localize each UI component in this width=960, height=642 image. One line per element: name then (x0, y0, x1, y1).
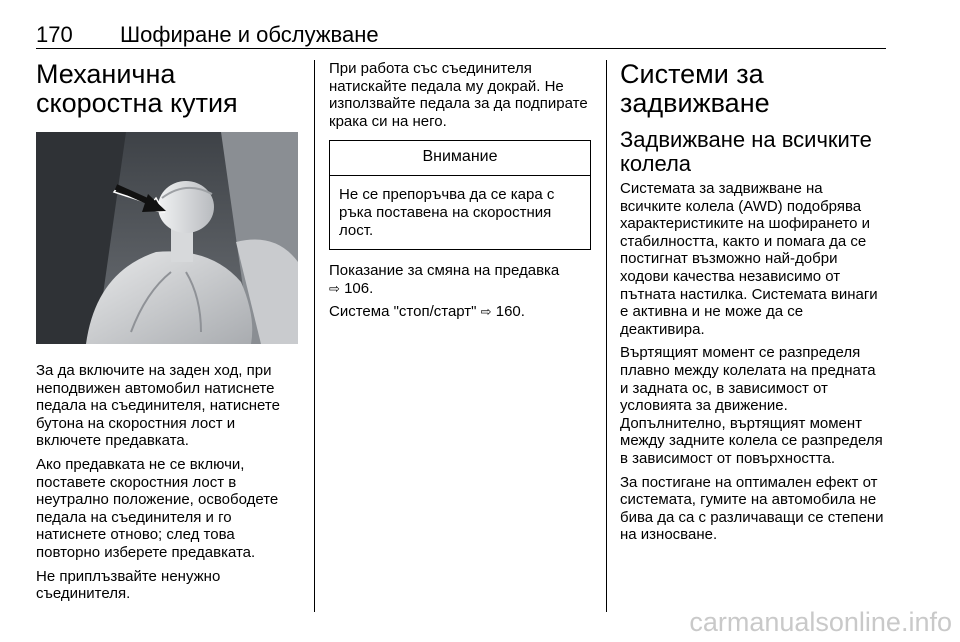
section-title: Шофиране и обслужване (120, 22, 379, 47)
cross-reference-label: Показание за смяна на предавка (329, 262, 560, 280)
cross-reference-shift-indicator (329, 262, 591, 297)
page-number: 170 (36, 22, 73, 47)
paragraph-clutch-slip: Не приплъзвайте ненужно съединителя. (36, 567, 221, 603)
paragraph-clutch-use: При работа със съединителя натискайте педала му докрай. Не използвайте педала за да подпирате крака си на него. (329, 60, 588, 130)
warning-box (329, 140, 591, 250)
column-middle (329, 60, 591, 327)
arrow-icon: ⇨ (480, 304, 492, 320)
column-divider (314, 60, 315, 612)
warning-text: Не се препоръчва да се кара с ръка поставена на скоростния лост. (339, 186, 555, 239)
paragraph-torque-distribution: Въртящият момент се разпределя плавно между колелата на предната и задната ос, в зависимост от условията за движение. Допълнително, въртящият момент между задните колела се разпределя в зависимост от повърхността. (620, 344, 883, 467)
gear-lever-photo (36, 132, 298, 344)
paragraph-awd-intro: Системата за задвижване на всичките колела (AWD) подобрява характеристиките на шофирането и стабилността, както и помага да се постигнат възможно най-добри ходови качества независимо от пътната настилка. Системата винаги е активна и не може да се деактивира. (620, 180, 878, 338)
column-divider (606, 60, 607, 612)
warning-title: Внимание (330, 141, 590, 176)
cross-reference-page[interactable]: 106. (344, 279, 374, 297)
cross-reference-stop-start (329, 303, 591, 321)
paragraph-tyre-wear: За постигане на оптимален ефект от системата, гумите на автомобила не бива да са с различаващи се степени на износване. (620, 473, 884, 544)
subheading-all-wheel-drive: Задвижване на всичките колела (620, 127, 872, 176)
cross-reference-page[interactable]: 160. (495, 303, 525, 321)
heading-manual-gearbox: Механична скоростна кутия (36, 59, 238, 118)
cross-reference-label: Система "стоп/старт" (329, 303, 477, 321)
watermark: carmanualsonline.info (689, 607, 952, 637)
arrow-icon: ⇨ (329, 280, 340, 296)
column-left (36, 60, 298, 609)
heading-drive-systems: Системи за задвижване (620, 59, 770, 118)
column-right (620, 60, 888, 550)
paragraph-gear-not-engaging: Ако предавката не се включи, поставете скоростния лост в неутрално положение, освободете педала на съединителя и го натиснете отново; след това повторно изберете предавката. (36, 455, 279, 561)
page-header (36, 22, 886, 49)
paragraph-reverse-gear: За да включите на заден ход, при неподвижен автомобил натиснете педала на съединителя, натиснете бутона на скоростния лост и включете предавката. (36, 362, 280, 450)
